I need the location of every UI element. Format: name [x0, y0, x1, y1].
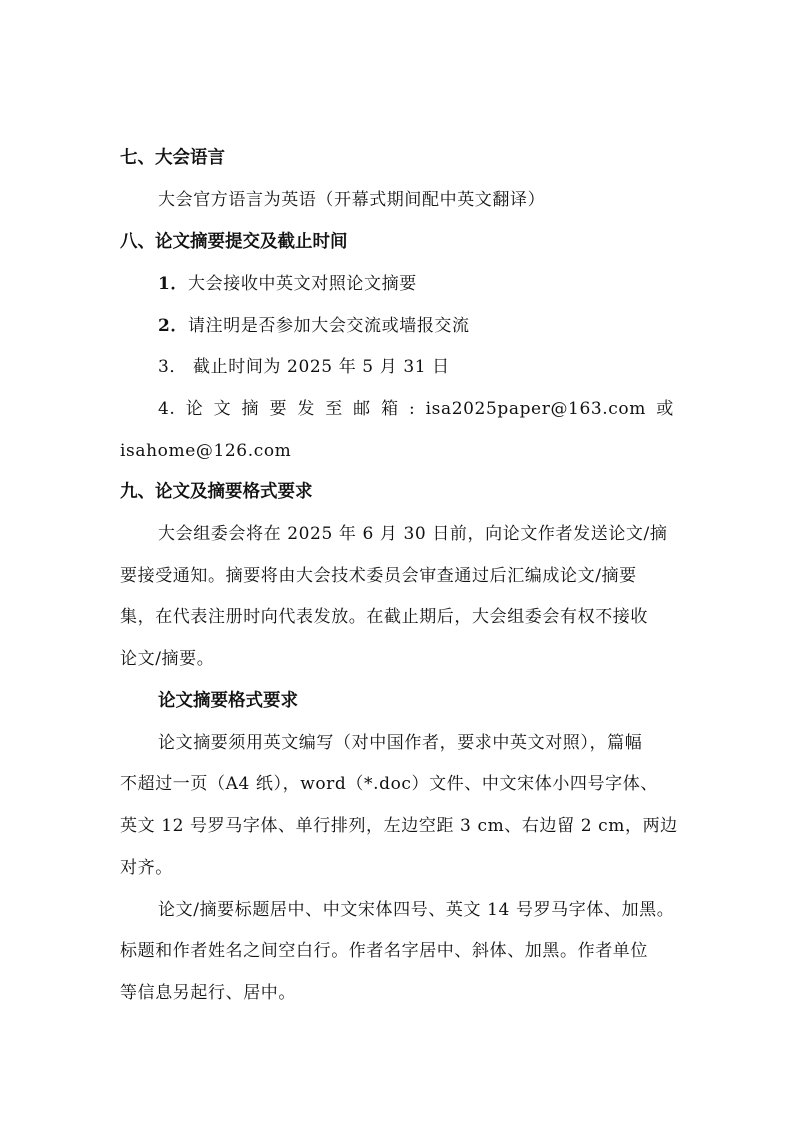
section-8-item-4 — [158, 397, 674, 421]
paragraph-line: 论文/摘要。 — [120, 649, 215, 669]
paragraph-line: 集，在代表注册时向代表发放。在截止期后，大会组委会有权不接收 — [120, 607, 648, 627]
item-4-word: 论 — [185, 399, 204, 419]
paragraph-line: 标题和作者姓名之间空白行。作者名字居中、斜体、加黑。作者单位 — [120, 941, 648, 961]
format-subheading: 论文摘要格式要求 — [158, 691, 298, 711]
paragraph-line: 论文/摘要标题居中、中文宋体四号、英文 14 号罗马字体、加黑。 — [158, 900, 675, 920]
paragraph-line: 论文摘要须用英文编写（对中国作者，要求中英文对照），篇幅 — [158, 733, 643, 753]
paragraph-line: 要接受通知。摘要将由大会技术委员会审查通过后汇编成论文/摘要 — [120, 566, 637, 586]
paragraph-line: 大会组委会将在 2025 年 6 月 30 日前，向论文作者发送论文/摘 — [158, 524, 668, 544]
item-4-word: : — [408, 399, 416, 419]
item-2-number: 2． — [158, 316, 189, 336]
section-8-item-3: 3． 截止时间为 2025 年 5 月 31 日 — [158, 357, 450, 377]
section-8-item-1 — [158, 272, 674, 296]
item-1-number: 1． — [158, 274, 189, 294]
section-8-heading: 八、论文摘要提交及截止时间 — [120, 232, 348, 252]
item-1-text: 大会接收中英文对照论文摘要 — [188, 274, 417, 294]
item-4-word: 摘 — [241, 399, 260, 419]
item-4-word: 至 — [325, 399, 343, 419]
item-4-word: 发 — [297, 399, 315, 419]
section-7-heading: 七、大会语言 — [120, 148, 225, 168]
item-2-text: 请注明是否参加大会交流或墙报交流 — [188, 316, 470, 336]
item-4-word: 4. — [158, 399, 176, 419]
section-9-heading: 九、论文及摘要格式要求 — [120, 482, 313, 502]
section-8-item-2 — [158, 314, 674, 338]
section-7-text: 大会官方语言为英语（开幕式期间配中英文翻译） — [158, 190, 546, 210]
item-4-word: 文 — [213, 399, 232, 419]
paragraph-line: 不超过一页（A4 纸），word（*.doc）文件、中文宋体小四号字体、 — [120, 774, 658, 794]
paragraph-line: 英文 12 号罗马字体、单行排列，左边空距 3 cm、右边留 2 cm，两边 — [120, 816, 678, 836]
paragraph-line: 等信息另起行、居中。 — [120, 983, 296, 1003]
email-address-1: isa2025paper@163.com — [425, 399, 646, 419]
item-4-word: 箱 — [381, 399, 399, 419]
paragraph-line: 对齐。 — [120, 858, 173, 878]
email-address-2: isahome@126.com — [120, 441, 292, 461]
item-4-word: 邮 — [353, 399, 371, 419]
item-4-word: 要 — [269, 399, 288, 419]
item-4-word: 或 — [656, 399, 674, 419]
